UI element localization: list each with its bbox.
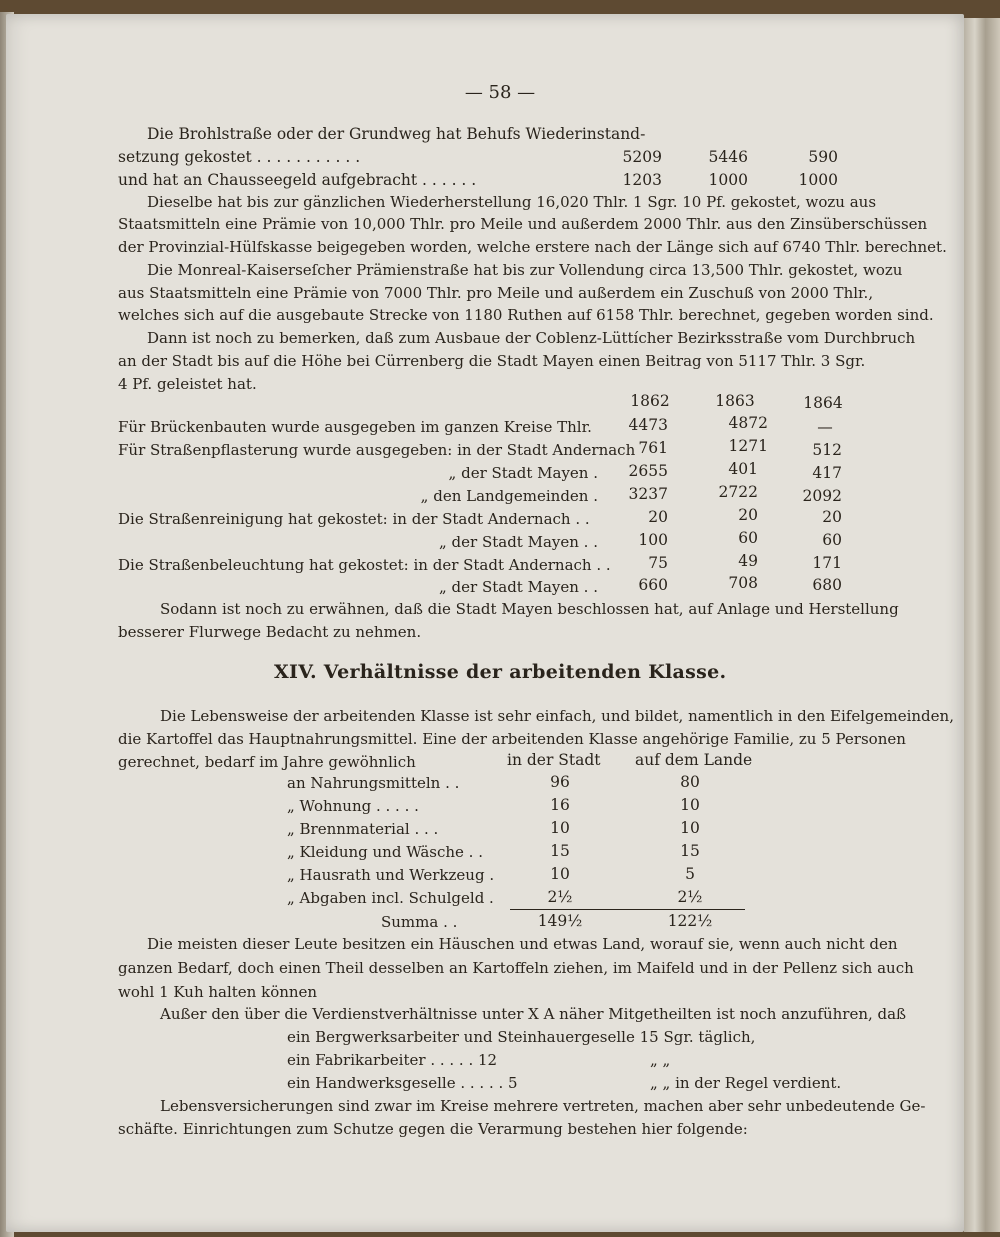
brohl-row1-1864: 590 — [808, 148, 838, 166]
t1-row3-v1: 2722 — [718, 483, 758, 501]
t2-row1-city: 16 — [550, 796, 570, 814]
brohl-row1-1863: 5446 — [708, 148, 748, 166]
brohl-row2-label: und hat an Chausseegeld aufgebracht . . . . . . — [118, 171, 477, 189]
para2-line1: Die Monreal-Kaiserseſcher Prämienstraße hat bis zur Vollendung circa 13,500 Thlr. gekostet, wozu — [147, 261, 903, 279]
t2-row0-label: an Nahrungsmitteln . . — [287, 774, 460, 792]
year-1863: 1863 — [715, 392, 755, 410]
wage-miner: ein Bergwerksarbeiter und Steinhauergeselle 15 Sgr. täglich, — [287, 1028, 756, 1046]
year-1862: 1862 — [630, 392, 670, 410]
t1-row3-v0: 3237 — [628, 485, 668, 503]
col-header-land: auf dem Lande — [635, 751, 753, 769]
t1-row1-label: Für Straßenpflasterung wurde ausgegeben: in der Stadt Andernach — [118, 441, 636, 459]
t1-row6-v0: 75 — [648, 554, 668, 572]
t2-sum-label: Summa . . — [381, 913, 458, 931]
wage-craft-label: ein Handwerksgeselle . . . . . 5 — [287, 1074, 518, 1092]
para2-line3: welches sich auf die ausgebaute Strecke von 1180 Ruthen auf 6158 Thlr. berechnet, gegeben worden sind. — [118, 306, 934, 324]
para1-line3: der Provinzial-Hülfskasse beigegeben worden, welche erstere nach der Länge sich auf 6740 Thlr. berechnet. — [118, 238, 947, 256]
t2-row2-city: 10 — [550, 819, 570, 837]
para5-line2: die Kartoffel das Hauptnahrungsmittel. Eine der arbeitenden Klasse angehörige Familie, zu 5 Personen — [118, 730, 906, 748]
sum-rule — [510, 909, 745, 910]
t1-row4-label: Die Straßenreinigung hat gekostet: in der Stadt Andernach . . — [118, 510, 590, 528]
para6-line3: wohl 1 Kuh halten können — [118, 983, 318, 1001]
t2-row3-land: 15 — [680, 842, 700, 860]
t1-row7-v1: 708 — [728, 574, 758, 592]
t1-row1-v0: 761 — [638, 439, 668, 457]
brohl-row2-1863: 1000 — [708, 171, 748, 189]
t2-row2-label: „ Brennmaterial . . . — [287, 820, 439, 838]
t2-row3-label: „ Kleidung und Wäsche . . — [287, 843, 483, 861]
brohl-row2-1864: 1000 — [798, 171, 838, 189]
t1-row2-v1: 401 — [728, 460, 758, 478]
para8-line1: Lebensversicherungen sind zwar im Kreise mehrere vertreten, machen aber sehr unbedeutende Ge- — [160, 1097, 926, 1115]
t1-row0-label: Für Brückenbauten wurde ausgegeben im ganzen Kreise Thlr. — [118, 418, 592, 436]
para5-line1: Die Lebensweise der arbeitenden Klasse ist sehr einfach, und bildet, namentlich in den Eifelgemeinden, — [160, 707, 954, 725]
t1-row6-label: Die Straßenbeleuchtung hat gekostet: in der Stadt Andernach . . — [118, 556, 611, 574]
para4-line2: besserer Flurwege Bedacht zu nehmen. — [118, 623, 422, 641]
t1-row4-v1: 20 — [738, 506, 758, 524]
t2-row4-city: 10 — [550, 865, 570, 883]
wage-factory-label: ein Fabrikarbeiter . . . . . 12 — [287, 1051, 498, 1069]
para6-line2: ganzen Bedarf, doch einen Theil desselben an Kartoffeln ziehen, im Maifeld und in der Pellenz sich auch — [118, 959, 914, 977]
t2-row3-city: 15 — [550, 842, 570, 860]
page-number: — 58 — — [464, 82, 536, 103]
t1-row6-v1: 49 — [738, 552, 758, 570]
t2-row4-land: 5 — [685, 865, 695, 883]
brohl-row1-1862: 5209 — [622, 148, 662, 166]
t1-row3-v2: 2092 — [802, 487, 842, 505]
t1-row2-v2: 417 — [812, 464, 842, 482]
para5-line3: gerechnet, bedarf im Jahre gewöhnlich — [118, 753, 416, 771]
col-header-city: in der Stadt — [507, 751, 601, 769]
t1-row0-v0: 4473 — [628, 416, 668, 434]
para4-line1: Sodann ist noch zu erwähnen, daß die Stadt Mayen beschlossen hat, auf Anlage und Herstellung — [160, 600, 899, 618]
t1-row5-v1: 60 — [738, 529, 758, 547]
para3-line2: an der Stadt bis auf die Höhe bei Cürrenberg die Stadt Mayen einen Beitrag von 5117 Thlr. 3 Sgr. — [118, 352, 866, 370]
t2-row5-label: „ Abgaben incl. Schulgeld . — [287, 889, 494, 907]
brohl-intro: Die Brohlstraße oder der Grundweg hat Behufs Wiederinstand- — [147, 125, 646, 143]
t1-row5-v2: 60 — [822, 531, 842, 549]
para1-line2: Staatsmitteln eine Prämie von 10,000 Thlr. pro Meile und außerdem 2000 Thlr. aus den Zinsüberschüssen — [118, 215, 928, 233]
t1-row4-v0: 20 — [648, 508, 668, 526]
t2-row4-label: „ Hausrath und Werkzeug . — [287, 866, 495, 884]
wage-factory-tail: „ „ — [650, 1051, 671, 1069]
t1-row2-v0: 2655 — [628, 462, 668, 480]
para3-line1: Dann ist noch zu bemerken, daß zum Ausbaue der Coblenz-Lüttícher Bezirksstraße vom Durchbruch — [147, 329, 916, 347]
t2-row1-land: 10 — [680, 796, 700, 814]
t2-sum-land: 122½ — [667, 912, 713, 930]
t2-row0-city: 96 — [550, 773, 570, 791]
wage-craft-tail: „ „ in der Regel verdient. — [650, 1074, 842, 1092]
brohl-row2-1862: 1203 — [622, 171, 662, 189]
para6-line1: Die meisten dieser Leute besitzen ein Häuschen und etwas Land, worauf sie, wenn auch nicht den — [147, 935, 898, 953]
t1-row5-label: „ der Stadt Mayen . . — [439, 533, 598, 551]
t2-sum-city: 149½ — [537, 912, 583, 930]
t2-row0-land: 80 — [680, 773, 700, 791]
para2-line2: aus Staatsmitteln eine Prämie von 7000 Thlr. pro Meile und außerdem ein Zuschuß von 2000 Thlr., — [118, 284, 874, 302]
para7-line1: Außer den über die Verdienstverhältnisse unter X A näher Mitgetheilten ist noch anzuführen, daß — [160, 1005, 907, 1023]
t1-row4-v2: 20 — [822, 508, 842, 526]
year-1864: 1864 — [803, 394, 843, 412]
para8-line2: schäfte. Einrichtungen zum Schutze gegen die Verarmung bestehen hier folgende: — [118, 1120, 748, 1138]
t2-row5-land: 2½ — [677, 888, 703, 906]
t2-row1-label: „ Wohnung . . . . . — [287, 797, 419, 815]
t1-row3-label: „ den Landgemeinden . — [420, 487, 598, 505]
para1-line1: Dieselbe hat bis zur gänzlichen Wiederherstellung 16,020 Thlr. 1 Sgr. 10 Pf. gekostet, wozu aus — [147, 193, 877, 211]
t1-row7-v2: 680 — [812, 576, 842, 594]
page-edges — [964, 18, 1000, 1232]
para3-line3: 4 Pf. geleistet hat. — [118, 375, 257, 393]
t1-row7-v0: 660 — [638, 576, 668, 594]
t1-row0-v1: 4872 — [728, 414, 768, 432]
t1-row5-v0: 100 — [638, 531, 668, 549]
brohl-row1-label: setzung gekostet . . . . . . . . . . . — [118, 148, 361, 166]
t2-row5-city: 2½ — [547, 888, 573, 906]
section-heading: XIV. Verhältnisse der arbeitenden Klasse. — [274, 661, 727, 683]
t1-row2-label: „ der Stadt Mayen . — [448, 464, 598, 482]
t2-row2-land: 10 — [680, 819, 700, 837]
t1-row7-label: „ der Stadt Mayen . . — [439, 578, 598, 596]
t1-row6-v2: 171 — [812, 554, 842, 572]
t1-row1-v2: 512 — [812, 441, 842, 459]
t1-row1-v1: 1271 — [728, 437, 768, 455]
t1-row0-v2: — — [817, 418, 833, 436]
